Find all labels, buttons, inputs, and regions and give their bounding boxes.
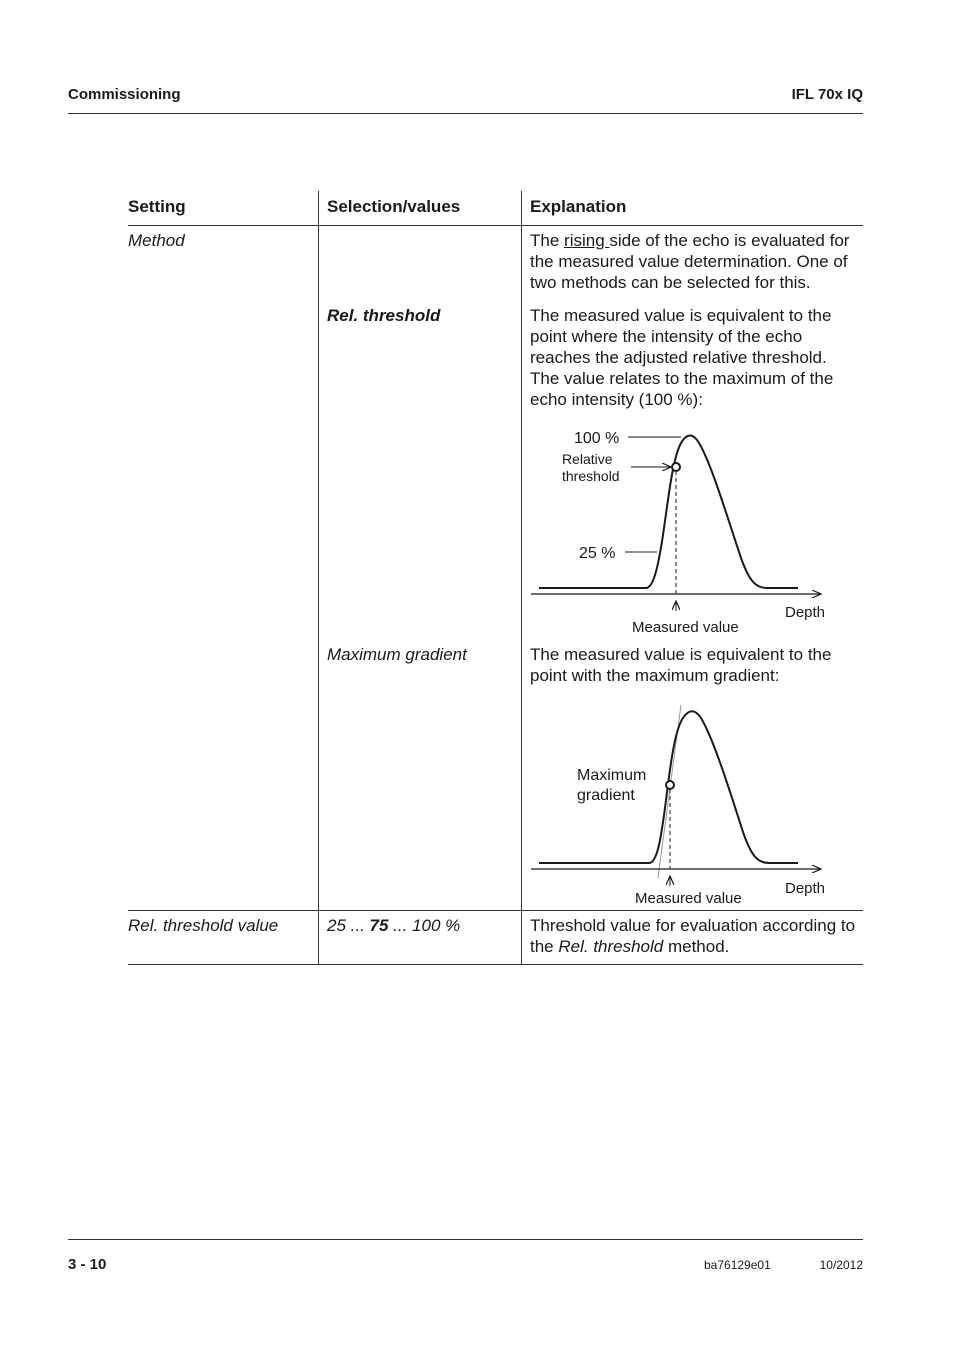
label-threshold: threshold	[562, 468, 620, 484]
gradient-point	[666, 781, 674, 789]
column-header-selection: Selection/values	[327, 197, 461, 216]
label-depth: Depth	[785, 604, 826, 621]
text-run: ... 100 %	[388, 916, 461, 935]
gradient-diagram	[521, 700, 861, 910]
text-run: The	[530, 231, 565, 250]
document-number: ba76129e01	[704, 1258, 771, 1272]
explanation-rel-threshold: The measured value is equivalent to the point where the intensity of the echo reaches the adjusted relative threshold. The value relates to the maximum of the echo intensity (100 %):	[530, 306, 834, 409]
page-number: 3 - 10	[68, 1256, 107, 1273]
label-maximum: Maximum	[577, 767, 647, 784]
explanation-maximum-gradient: The measured value is equivalent to the point with the maximum gradient:	[530, 645, 832, 685]
value-range	[327, 915, 460, 936]
header-row-rule	[128, 225, 863, 226]
running-header-section: Commissioning	[68, 86, 181, 103]
label-gradient: gradient	[577, 787, 635, 804]
column-divider	[318, 191, 319, 964]
column-header-explanation: Explanation	[530, 197, 627, 216]
row-rule	[128, 910, 863, 911]
text-run: method.	[663, 937, 730, 956]
threshold-diagram	[521, 418, 861, 640]
threshold-point	[672, 463, 680, 471]
document-date: 10/2012	[819, 1258, 863, 1272]
label-measured-value: Measured value	[635, 890, 742, 907]
running-header-product: IFL 70x IQ	[791, 86, 863, 103]
underlined-term: rising	[564, 231, 610, 250]
explanation-method	[530, 230, 856, 293]
method-reference: Rel. threshold	[558, 937, 664, 956]
text-run: 25 ...	[327, 916, 370, 935]
footer-rule	[68, 1239, 863, 1240]
text-run: side of the echo is evaluated for the measured value determination. One of two methods can be selected for this.	[530, 231, 850, 292]
column-header-setting: Setting	[128, 197, 186, 216]
value-maximum-gradient: Maximum gradient	[327, 645, 467, 664]
setting-method: Method	[128, 231, 185, 250]
label-relative: Relative	[562, 451, 613, 467]
table-bottom-rule	[128, 964, 863, 965]
header-rule	[68, 113, 863, 114]
label-25-percent: 25 %	[579, 545, 616, 562]
label-depth: Depth	[785, 880, 826, 897]
setting-rel-threshold-value: Rel. threshold value	[128, 916, 279, 935]
explanation-rel-threshold-value	[530, 915, 856, 957]
label-100-percent: 100 %	[574, 430, 620, 447]
text-run: Threshold value for evaluation according to the	[530, 916, 856, 956]
value-rel-threshold: Rel. threshold	[327, 306, 441, 325]
default-value: 75	[369, 916, 389, 935]
label-measured-value: Measured value	[632, 619, 739, 636]
